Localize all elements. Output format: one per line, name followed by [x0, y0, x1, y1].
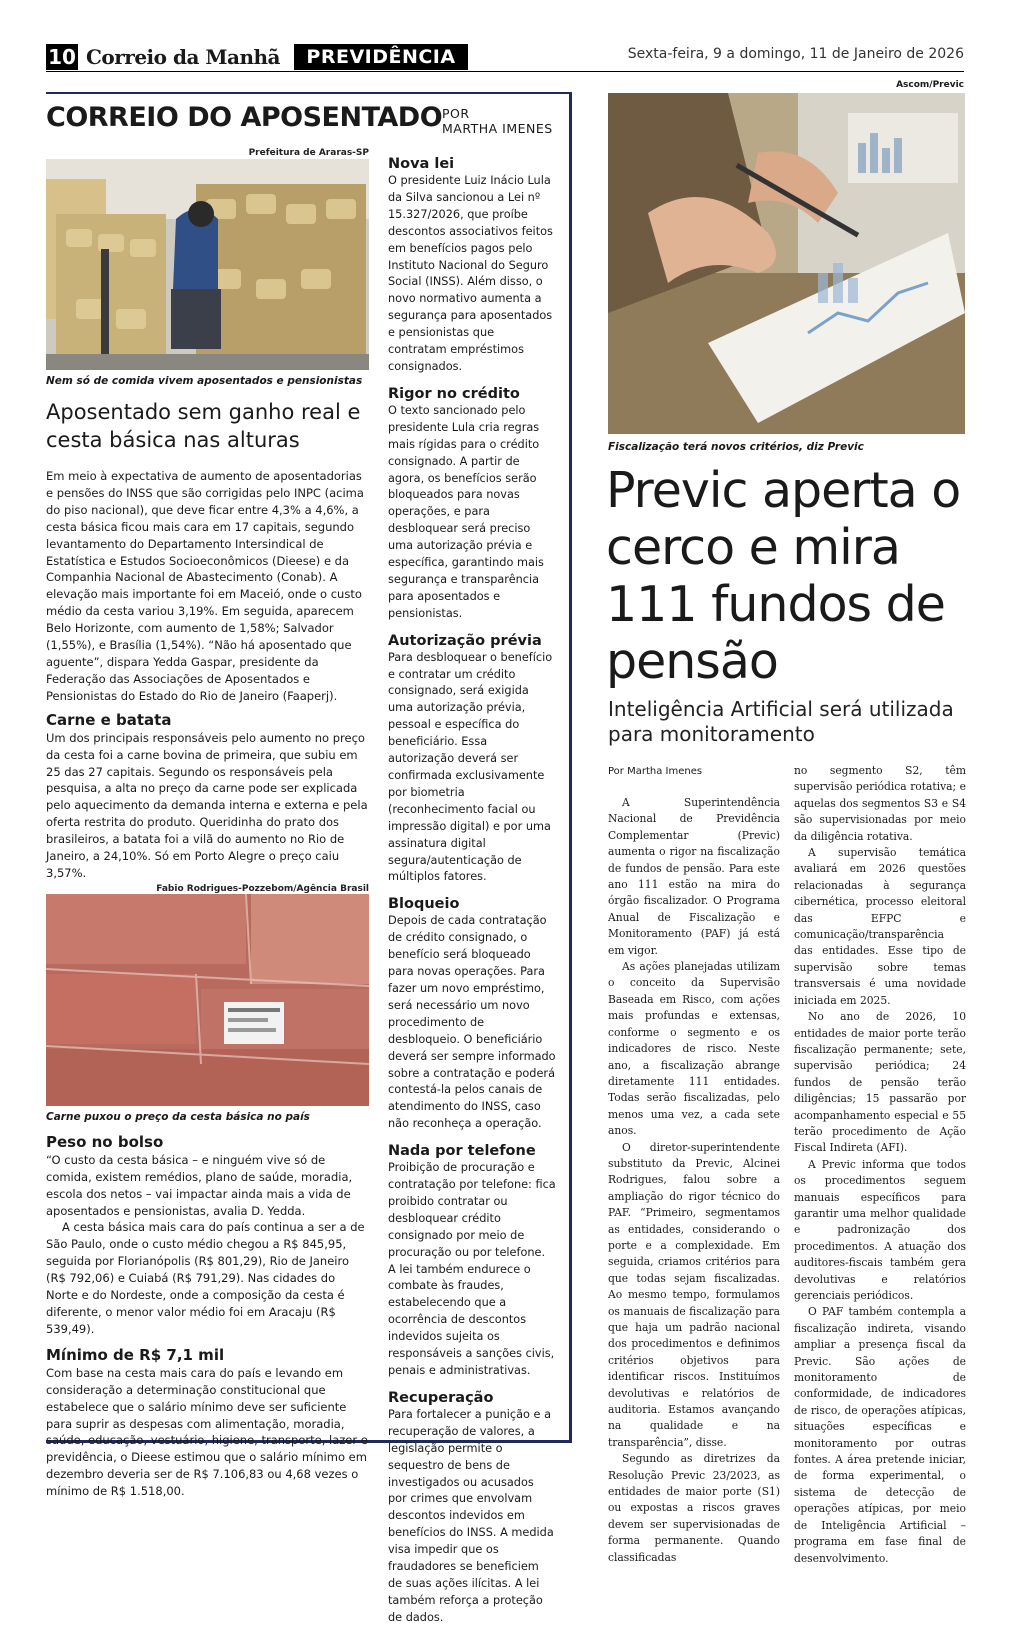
middle-t1: O presidente Luiz Inácio Lula da Silva sancionou a Lei nº 15.327/2026, que proíbe descontos associativos feitos em benefícios pagos pelo Instituto Nacional do Seguro Social (INSS). Além disso, o novo normativo aumenta a segurança para aposentados e pensionistas que contratam empréstimos consignados.: [388, 174, 553, 373]
article-col-2: [794, 763, 966, 1567]
left-p2b: A cesta básica mais cara do país continua a ser a de São Paulo, onde o custo médio chegou a R$ 845,95, seguida por Florianópolis (R$ 801,29), Rio de Janeiro (R$ 792,06) e Cuiabá (R$ 791,29). Nas cidades do Norte e do Nordeste, onde a composição da cesta é diferente, o menor valor médio foi em Aracaju (R$ 539,49).: [46, 1220, 365, 1336]
subhead-autorizacao: Autorização prévia: [388, 632, 542, 649]
left-p1: Um dos principais responsáveis pelo aumento no preço da cesta foi a carne bovina de primeira, que subiu em 25 das 27 capitais. Segundo os responsáveis pela pesquisa, a alta no preço da carne pode ser explicada pelo aquecimento da demanda interna e externa e pela oferta restrita do produto. Queridinha do prato dos brasileiros, a batata foi a vilã do aumento no Rio de Janeiro, a 24,10%. Só em Porto Alegre o preço caiu 3,57%.: [46, 730, 368, 880]
left-headline: Aposentado sem ganho real e cesta básica nas alturas: [46, 400, 361, 452]
byline-por: POR: [442, 106, 470, 121]
photo2-caption: Carne puxou o preço da cesta básica no país: [46, 1110, 310, 1123]
middle-column: [388, 156, 556, 1627]
article-p7: No ano de 2026, 10 entidades de maior porte terão fiscalização permanente; sete, supervisão periódica; 24 fundos de pensão terão diligências; 15 passarão por acompanhamento especial e 55 terão procedimento de Ação Fiscal Indireta (AFI).: [794, 1010, 966, 1155]
main-headline: Previc aperta o cerco e mira 111 fundos de pensão: [606, 462, 961, 690]
middle-t6: Para fortalecer a punição e a recuperação de valores, a legislação permite o sequestro de bens de investigados ou acusados por crimes que envolvam descontos indevidos em benefícios do INSS. A medida visa impedir que os fraudadores se beneficiem de suas ações ilícitas. A lei também reforça a proteção de dados.: [388, 1407, 554, 1624]
middle-t2: O texto sancionado pelo presidente Lula cria regras mais rígidas para o crédito consignado. A partir de agora, os benefícios serão bloqueados para novas operações, e para desbloquear será preciso uma autorização prévia e específica, garantindo mais segurança e transparência para aposentados e pensionistas.: [388, 403, 544, 620]
subhead-carne-e-batata: Carne e batata: [46, 710, 172, 729]
left-column: [46, 148, 369, 1500]
article-p5: no segmento S2, têm supervisão periódica rotativa; e aquelas dos segmentos S3 e S4 são supervisionadas por meio da diligência rotativa.: [794, 764, 966, 843]
previc-image: [608, 93, 965, 434]
left-p3: Com base na cesta mais cara do país e levando em consideração a determinação constitucional que estabelece que o salário mínimo deve ser suficiente para suprir as despesas com alimentação, moradia, saúde, educação, vestuário, higiene, transporte, lazer e previdência, o Dieese estimou que o salário mínimo em dezembro deveria ser de R$ 7.106,83 ou 4,68 vezes o mínimo de R$ 1.518,00.: [46, 1365, 368, 1499]
subhead-nada-por-telefone: Nada por telefone: [388, 1143, 536, 1160]
article-p4: Segundo as diretrizes da Resolução Previc 23/2023, as entidades de maior porte (S1) ou expostas a riscos graves devem ser supervisionadas de forma permanente. Quando classificadas: [608, 1452, 780, 1564]
subhead-rigor: Rigor no crédito: [388, 385, 520, 402]
middle-t4: Depois de cada contratação de crédito consignado, o benefício será bloqueado para novas operações. Para fazer um novo empréstimo, será necessário um novo procedimento de desbloqueio. O beneficiário deverá ser sempre informado sobre a contratação e poderá contestá-la pelos canais de atendimento do INSS, caso não reconheça a operação.: [388, 914, 556, 1131]
main-deck: Inteligência Artificial será utilizada para monitoramento: [608, 697, 954, 746]
article-p8: A Previc informa que todos os procedimentos seguem manuais específicos para garantir uma melhor qualidade e padronização dos procedimentos. A atuação dos auditores-fiscais também gera devolutivas e relatórios gerenciais periódicos.: [794, 1157, 966, 1302]
column-byline: [442, 106, 553, 136]
subhead-peso-no-bolso: Peso no bolso: [46, 1132, 164, 1151]
article-p1: A Superintendência Nacional de Previdência Complementar (Previc) aumenta o rigor na fiscalização de fundos de pensão. Para este ano 111 estão na mira do órgão fiscalizador. O Programa Anual de Fiscalização e Monitoramento (PAF) já está em vigor.: [608, 796, 780, 957]
newspaper-name: Correio da Manhã: [86, 45, 281, 69]
right-photo-credit: Ascom/Previc: [896, 80, 964, 90]
main-author: Por Martha Imenes: [608, 766, 703, 777]
section-label: PREVIDÊNCIA: [294, 44, 468, 70]
photo1-caption: Nem só de comida vivem aposentados e pensionistas: [46, 375, 363, 387]
column-title: CORREIO DO APOSENTADO: [46, 102, 443, 133]
subhead-nova-lei: Nova lei: [388, 156, 455, 172]
left-p2a: “O custo da cesta básica – e ninguém vive só de comida, existem remédios, plano de saúde, moradia, escola dos netos – vai impactar ainda mais a vida de aposentados e pensionistas, avalia D. Yedda.: [46, 1152, 353, 1218]
right-photo-caption: Fiscalização terá novos critérios, diz Previc: [608, 441, 864, 453]
meat-image: [46, 894, 369, 1106]
photo1-credit: Prefeitura de Araras-SP: [248, 148, 369, 158]
issue-date: Sexta-feira, 9 a domingo, 11 de Janeiro de 2026: [627, 46, 964, 62]
article-p9: O PAF também contempla a fiscalização indireta, visando ampliar a presença fiscal da Previc. São ações de monitoramento de conformidade, de indicadores de risco, de operações atípicas, situações específicas e monitoramento por outras fontes. A área pretende iniciar, de forma experimental, o sistema de detecção de operações atípicas, por meio de Inteligência Artificial – programa em fase final de desenvolvimento.: [794, 1305, 966, 1565]
middle-t3: Para desbloquear o benefício e contratar um crédito consignado, será exigida uma autorização prévia, pessoal e específica do beneficiário. Essa autorização deverá ser confirmada exclusivamente por biometria (reconhecimento facial ou impressão digital) e por uma assinatura digital segura/autenticação de múltiplos fatores.: [388, 650, 553, 884]
article-p3: O diretor-superintendente substituto da Previc, Alcinei Rodrigues, falou sobre a ampliação do rigor técnico do PAF. “Primeiro, segmentamos as entidades, considerando o porte e a complexidade. Em seguida, criamos critérios para que todas sejam fiscalizadas. Ao mesmo tempo, formulamos os manuais de fiscalização para que haja um padrão nacional dos procedimentos e definimos critérios objetivos para identificar riscos. Instituímos devolutivas e relatórios de auditoria. Estamos avançando na qualidade e na transparência”, disse.: [608, 1140, 780, 1449]
left-intro: Em meio à expectativa de aumento de aposentadorias e pensões do INSS que são corrigidas pelo INPC (acima do piso nacional), que deve ficar entre 4,3% a 4,6%, a cesta básica ficou mais cara em 17 capitais, segundo levantamento do Departamento Intersindical de Estatística e Estudos Socioeconômicos (Dieese) e da Companhia Nacional de Abastecimento (Conab). A elevação mais importante foi em Maceió, onde o custo médio da cesta variou 3,19%. Em seguida, aparecem Belo Horizonte, com aumento de 1,58%; Salvador (1,55%), e Brasília (1,54%). “Não há aposentado que aguente”, dispara Yedda Gaspar, presidente da Federação das Associações de Aposentados e Pensionistas do Estado do Rio de Janeiro (Faaperj).: [46, 469, 364, 703]
column-box: [46, 92, 572, 1624]
subhead-recuperacao: Recuperação: [388, 1389, 494, 1406]
middle-t5: Proibição de procuração e contratação por telefone: fica proibido contratar ou desbloquear crédito consignado por meio de procuração ou por telefone. A lei também endurece o combate às fraudes, estabelecendo que a ocorrência de descontos indevidos sujeita os responsáveis a sanções civis, penais e administrativas.: [388, 1161, 556, 1377]
byline-author: MARTHA IMENES: [442, 121, 553, 136]
page-number: 10: [46, 44, 78, 70]
food-basket-photo: [46, 159, 369, 370]
article-p6: A supervisão temática avaliará em 2026 questões relacionadas à segurança cibernética, processo eleitoral das EFPC e comunicação/transparência das entidades. Esse tipo de supervisão sobre temas transversais é uma novidade iniciada em 2025.: [794, 846, 966, 1007]
previc-photo: [608, 93, 965, 434]
article-col-1: [608, 795, 780, 1566]
meat-photo: [46, 894, 369, 1106]
food-basket-image: [46, 159, 369, 370]
header-rule: [46, 71, 964, 72]
subhead-minimo: Mínimo de R$ 7,1 mil: [46, 1345, 225, 1364]
photo2-credit: Fabio Rodrigues-Pozzebom/Agência Brasil: [156, 883, 369, 894]
page-header: [46, 44, 964, 72]
subhead-bloqueio: Bloqueio: [388, 896, 460, 913]
article-p2: As ações planejadas utilizam o conceito da Supervisão Baseada em Risco, com ações mais profundas e extensas, conforme o segmento e os indicadores de risco. Neste ano, a fiscalização abrange diretamente 111 entidades. Todas serão fiscalizadas, pelo menos uma vez, a cada sete anos.: [608, 960, 780, 1138]
